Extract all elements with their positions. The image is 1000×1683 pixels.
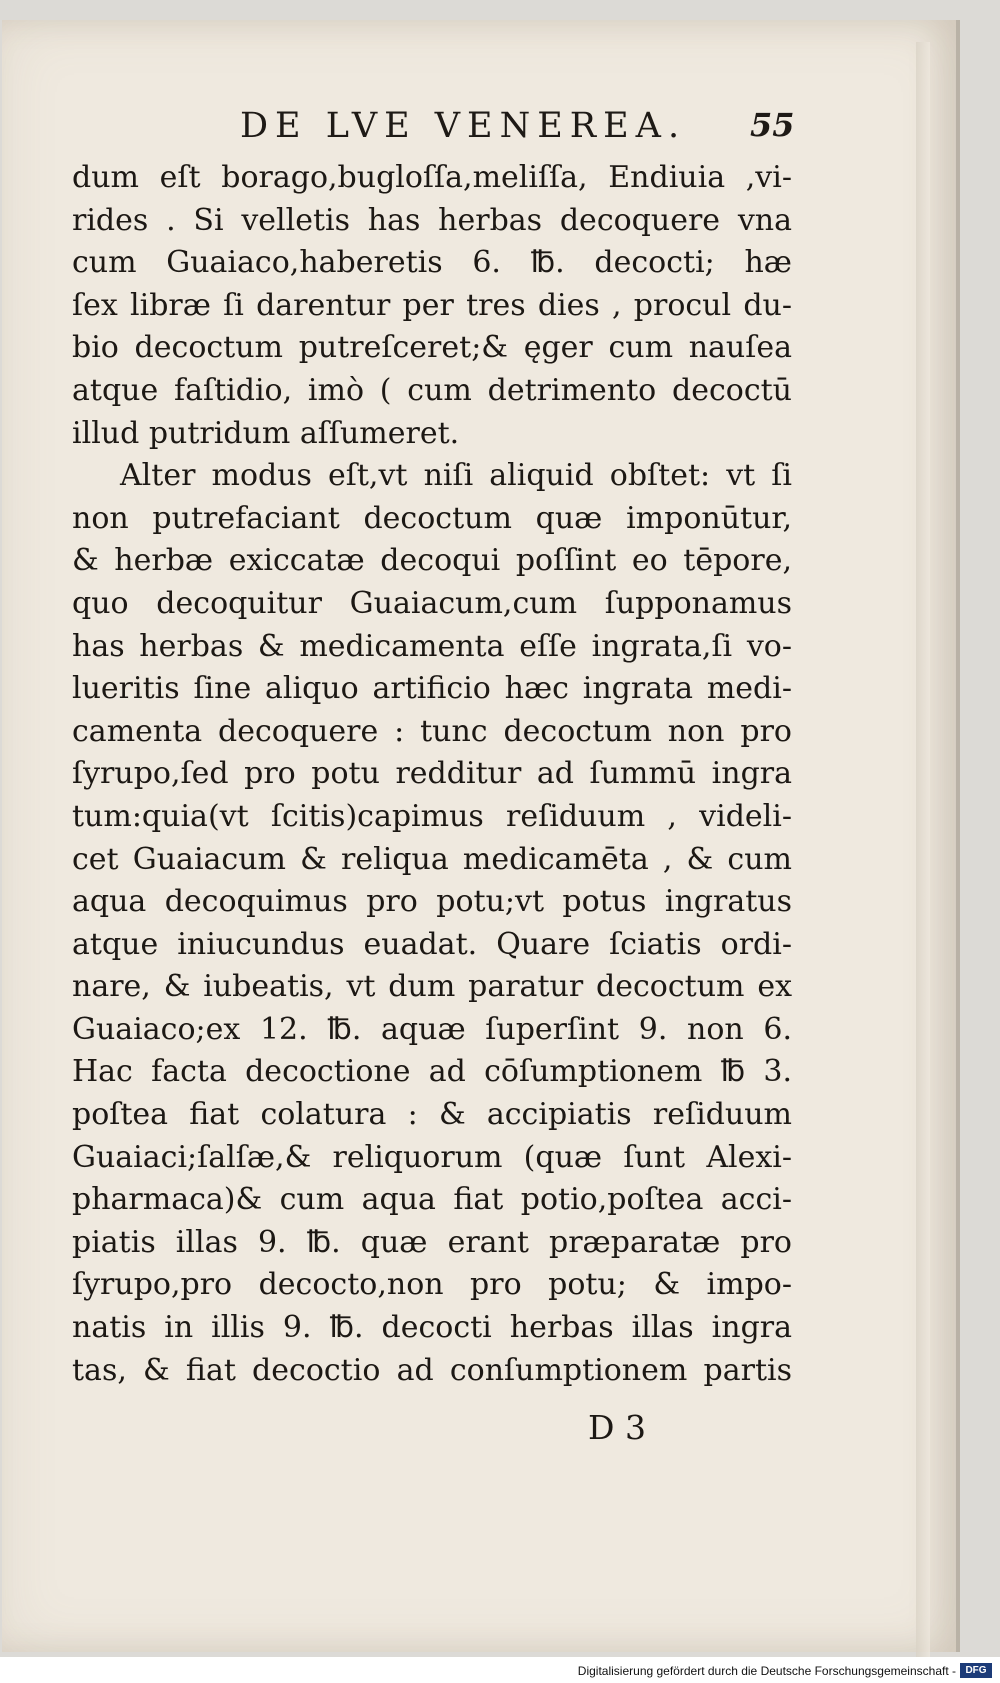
text-line: natis in illis 9. ℔. decocti herbas illas ingra	[72, 1310, 792, 1346]
text-line: Guaiaci;ſalſæ,& reliquorum (quæ ſunt Alexi-	[72, 1139, 792, 1175]
text-line: aqua decoquimus pro potu;vt potus ingratus	[72, 884, 792, 920]
text-line: piatis illas 9. ℔. quæ erant præparatæ pro	[72, 1224, 792, 1260]
text-line: bio decoctum putreſceret;& ęger cum nauſea	[72, 330, 792, 366]
text-line: ſyrupo,pro decocto,non pro potu; & impo-	[72, 1267, 792, 1303]
text-line: illud putridum aſſumeret.	[72, 415, 460, 451]
page-number: 55	[750, 106, 795, 144]
book-page	[2, 20, 960, 1652]
text-line: dum eſt borago,bugloſſa,meliſſa, Endiuia ,vi-	[72, 160, 792, 195]
text-line: non putrefaciant decoctum quæ imponūtur,	[72, 500, 792, 536]
text-line: Guaiaco;ex 12. ℔. aquæ ſuperſint 9. non 6.	[72, 1011, 792, 1047]
signature-mark: D 3	[588, 1408, 646, 1447]
text-line: atque faſtidio, imò ( cum detrimento decoctū	[72, 372, 792, 408]
text-line: tum:quia(vt ſcitis)capimus reſiduum , videli-	[72, 798, 792, 834]
text-line: poſtea fiat colatura : & accipiatis reſiduum	[72, 1097, 792, 1133]
running-title: DE LVE VENEREA.	[240, 106, 687, 146]
text-line: Hac facta decoctione ad cōſumptionem ℔ 3.	[72, 1054, 792, 1090]
dfg-logo: DFG	[960, 1663, 992, 1678]
text-line: lueritis ſine aliquo artificio hæc ingrata medi-	[72, 671, 792, 707]
text-line: ſyrupo,ſed pro potu redditur ad ſummū ingra	[72, 756, 792, 792]
text-line: rides . Si velletis has herbas decoquere vna	[72, 202, 792, 238]
text-line: ſex libræ ſi darentur per tres dies , procul du-	[72, 287, 792, 323]
text-line: Alter modus eſt,vt niſi aliquid obſtet: vt ſi	[120, 458, 792, 494]
text-line: & herbæ exiccatæ decoqui poſſint eo tēpore,	[72, 543, 792, 579]
text-line: cum Guaiaco,haberetis 6. ℔. decocti; hæ	[72, 245, 792, 281]
text-line: nare, & iubeatis, vt dum paratur decoctum ex	[72, 969, 792, 1005]
text-line: camenta decoquere : tunc decoctum non pro	[72, 713, 792, 749]
body-text	[72, 157, 792, 1392]
text-line: pharmaca)& cum aqua fiat potio,poſtea acci-	[72, 1182, 792, 1218]
text-line: quo decoquitur Guaiacum,cum ſupponamus	[72, 585, 792, 621]
funding-credit: Digitalisierung gefördert durch die Deutsche Forschungsgemeinschaft -	[577, 1664, 956, 1678]
text-line: has herbas & medicamenta eſſe ingrata,ſi vo-	[72, 628, 792, 664]
text-line: cet Guaiacum & reliqua medicamēta , & cum	[72, 841, 792, 877]
text-line: atque iniucundus euadat. Quare ſciatis ordi-	[72, 926, 792, 962]
page-edge-shadow	[916, 42, 930, 1662]
footer-bar	[0, 1657, 1000, 1683]
text-line: tas, & fiat decoctio ad conſumptionem partis	[72, 1352, 792, 1388]
